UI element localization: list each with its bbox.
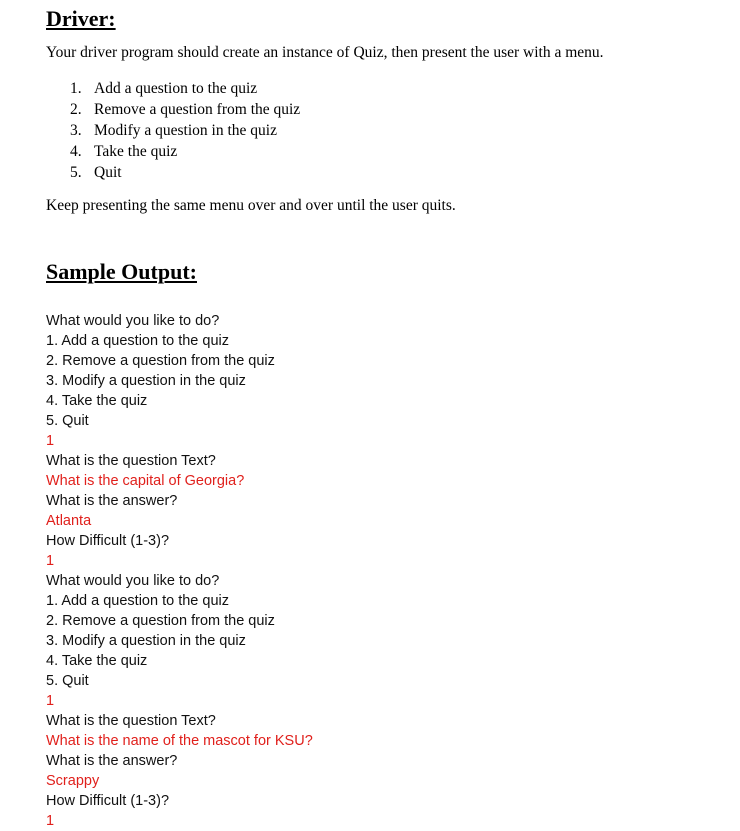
- console-prompt-line: What would you like to do?: [46, 573, 220, 589]
- console-prompt-line: 5. Quit: [46, 673, 89, 689]
- console-prompt-line: How Difficult (1-3)?: [46, 533, 170, 549]
- list-text: Remove a question from the quiz: [94, 101, 301, 118]
- user-input-line: Scrappy: [46, 773, 100, 789]
- user-input-line: What is the name of the mascot for KSU?: [46, 733, 313, 749]
- list-number: 4.: [70, 143, 82, 160]
- list-text: Add a question to the quiz: [94, 80, 258, 97]
- user-input-line: 1: [46, 813, 55, 829]
- driver-intro-paragraph: Your driver program should create an instance of Quiz, then present the user with a menu.: [46, 44, 604, 61]
- driver-menu-list: [70, 78, 300, 183]
- console-prompt-line: 1. Add a question to the quiz: [46, 333, 229, 349]
- keep-presenting-paragraph: Keep presenting the same menu over and over until the user quits.: [46, 197, 456, 214]
- driver-heading: Driver:: [46, 6, 116, 31]
- console-prompt-line: 1. Add a question to the quiz: [46, 593, 229, 609]
- list-number: 5.: [70, 164, 82, 181]
- console-prompt-line: 4. Take the quiz: [46, 393, 148, 409]
- menu-list-item: [70, 78, 300, 99]
- list-text: Take the quiz: [94, 143, 178, 160]
- menu-list-item: [70, 141, 300, 162]
- console-prompt-line: 3. Modify a question in the quiz: [46, 373, 246, 389]
- console-prompt-line: 2. Remove a question from the quiz: [46, 613, 275, 629]
- user-input-line: 1: [46, 433, 55, 449]
- list-number: 1.: [70, 80, 82, 97]
- user-input-line: 1: [46, 553, 55, 569]
- list-text: Quit: [94, 164, 122, 181]
- list-text: Modify a question in the quiz: [94, 122, 277, 139]
- console-prompt-line: What would you like to do?: [46, 313, 220, 329]
- menu-list-item: [70, 120, 300, 141]
- console-prompt-line: What is the question Text?: [46, 713, 216, 729]
- console-prompt-line: 5. Quit: [46, 413, 89, 429]
- console-prompt-line: How Difficult (1-3)?: [46, 793, 170, 809]
- console-prompt-line: What is the answer?: [46, 753, 178, 769]
- console-prompt-line: What is the question Text?: [46, 453, 216, 469]
- sample-output-transcript: [46, 311, 313, 831]
- user-input-line: Atlanta: [46, 513, 92, 529]
- menu-list-item: [70, 99, 300, 120]
- user-input-line: What is the capital of Georgia?: [46, 473, 245, 489]
- user-input-line: 1: [46, 693, 55, 709]
- list-number: 2.: [70, 101, 82, 118]
- menu-list-item: [70, 162, 300, 183]
- console-prompt-line: 2. Remove a question from the quiz: [46, 353, 275, 369]
- sample-output-heading: Sample Output:: [46, 259, 197, 284]
- list-number: 3.: [70, 122, 82, 139]
- console-prompt-line: What is the answer?: [46, 493, 178, 509]
- console-prompt-line: 4. Take the quiz: [46, 653, 148, 669]
- console-prompt-line: 3. Modify a question in the quiz: [46, 633, 246, 649]
